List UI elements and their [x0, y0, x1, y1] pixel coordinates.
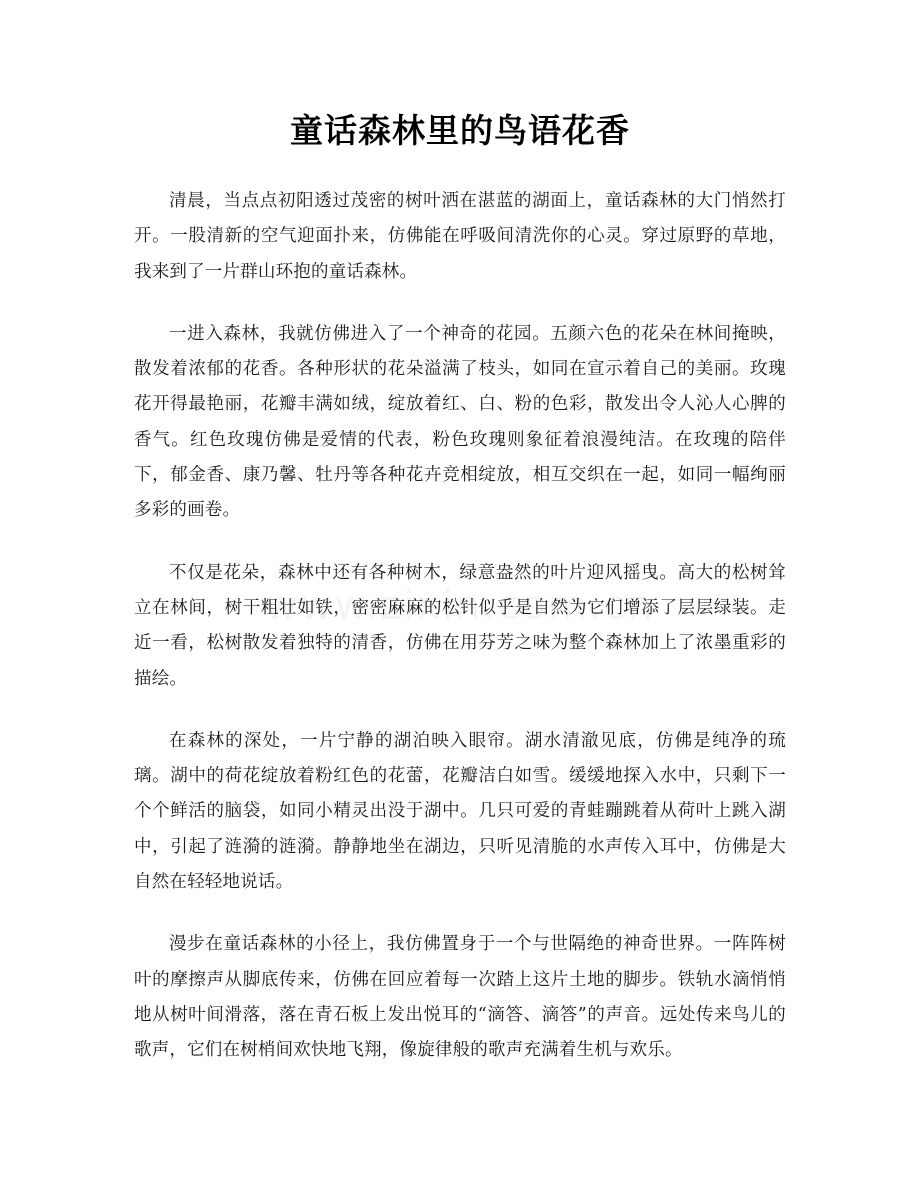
- paragraph-2: 一进入森林，我就仿佛进入了一个神奇的花园。五颜六色的花朵在林间掩映，散发着浓郁的花香。各种形状的花朵溢满了枝头，如同在宣示着自己的美丽。玫瑰花开得最艳丽，花瓣丰满如绒，绽放着红、白、粉的色彩，散发出令人沁人心脾的香气。红色玫瑰仿佛是爱情的代表，粉色玫瑰则象征着浪漫纯洁。在玫瑰的陪伴下，郁金香、康乃馨、牡丹等各种花卉竞相绽放，相互交织在一起，如同一幅绚丽多彩的画卷。: [134, 323, 786, 521]
- paragraph-5: 漫步在童话森林的小径上，我仿佛置身于一个与世隔绝的神奇世界。一阵阵树叶的摩擦声从脚底传来，仿佛在回应着每一次踏上这片土地的脚步。铁轨水滴悄悄地从树叶间滑落，落在青石板上发出悦耳的“滴答、滴答”的声音。远处传来鸟儿的歌声，它们在树梢间欢快地飞翔，像旋律般的歌声充满着生机与欢乐。: [134, 934, 786, 1061]
- paragraph-3: 不仅是花朵，森林中还有各种树木，绿意盎然的叶片迎风摇曳。高大的松树耸立在林间，树干粗壮如铁，密密麻麻的松针似乎是自然为它们增添了层层绿装。走近一看，松树散发着独特的清香，仿佛在用芬芳之味为整个森林加上了浓墨重彩的描绘。: [134, 562, 786, 689]
- paragraph-4: 在森林的深处，一片宁静的湖泊映入眼帘。湖水清澈见底，仿佛是纯净的琉璃。湖中的荷花绽放着粉红色的花蕾，花瓣洁白如雪。缓缓地探入水中，只剩下一个个鲜活的脑袋，如同小精灵出没于湖中。几只可爱的青蛙蹦跳着从荷叶上跳入湖中，引起了涟漪的涟漪。静静地坐在湖边，只听见清脆的水声传入耳中，仿佛是大自然在轻轻地说话。: [134, 730, 786, 893]
- document-title: 童话森林里的鸟语花香: [290, 111, 630, 150]
- paragraph-1: 清晨，当点点初阳透过茂密的树叶洒在湛蓝的湖面上，童话森林的大门悄然打开。一股清新的空气迎面扑来，仿佛能在呼吸间清洗你的心灵。穿过原野的草地，我来到了一片群山环抱的童话森林。: [134, 191, 786, 282]
- document-body: [134, 184, 786, 1096]
